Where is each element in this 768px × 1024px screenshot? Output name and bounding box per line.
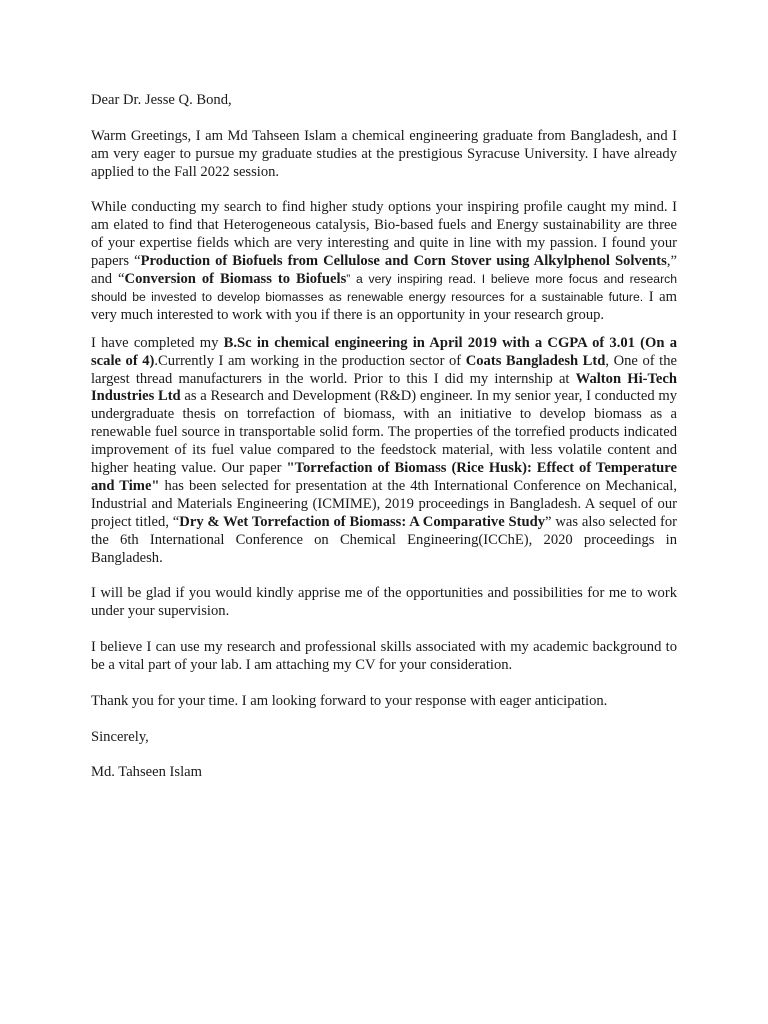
paragraph-skills: I believe I can use my research and professional skills associated with my academic background to be a vital part of your lab. I am attaching my CV for your consideration. (91, 639, 677, 674)
paragraph-interest (91, 199, 677, 324)
closing: Sincerely, (91, 728, 149, 745)
internship-company: Walton Hi-Tech Industries Ltd (91, 370, 677, 405)
background-text-5: has been selected for presentation at the 4th International Conference on Mechanical, Industrial and Materials Engineering (ICMIME), 2019 proceedings in Bangladesh. A sequel of our project titled, “ (91, 478, 677, 530)
background-text-4: as a Research and Development (R&D) engineer. In my senior year, I conducted my undergraduate thesis on torrefaction of biomass, with an initiative to develop biomass as a renewable fuel source in transportable solid form. The properties of the torrefied products indicated improvement of its fuel value compared to the feedstock material, with less volatile content and higher heating value. Our paper (91, 388, 677, 477)
degree-info: B.Sc in chemical engineering in April 2019 with a CGPA of 3.01 (On a scale of 4) (91, 334, 677, 369)
paper-title-biomass-conversion: Conversion of Biomass to Biofuels (124, 271, 347, 288)
background-text-6: ” was also selected for the 6th International Conference on Chemical Engineering(ICChE), 2020 proceedings in Bangladesh. (91, 513, 678, 566)
paper-title-dry-wet: Dry & Wet Torrefaction of Biomass: A Comparative Study (179, 513, 546, 530)
paragraph-background (91, 335, 677, 568)
employer-name: Coats Bangladesh Ltd (465, 352, 606, 369)
paper-title-torrefaction: "Torrefaction of Biomass (Rice Husk): Effect of Temperature and Time" (91, 460, 677, 494)
interest-text-2: ,” and “ (91, 253, 677, 288)
background-text-1: I have completed my (91, 334, 224, 351)
paragraph-thanks: Thank you for your time. I am looking forward to your response with eager anticipation. (91, 692, 608, 709)
letter-body (91, 92, 677, 782)
paper-title-biofuels-cellulose: Production of Biofuels from Cellulose and Corn Stover using Alkylphenol Solvents (140, 253, 667, 270)
interest-text-1: While conducting my search to find higher study options your inspiring profile caught my mind. I am elated to find that Heterogeneous catalysis, Bio-based fuels and Energy sustainability are three of your expertise fields which are very interesting and quite in line with my passion. I found your papers “ (91, 199, 677, 270)
paragraph-request: I will be glad if you would kindly apprise me of the opportunities and possibilities for me to work under your supervision. (91, 585, 677, 620)
paragraph-intro: Warm Greetings, I am Md Tahseen Islam a chemical engineering graduate from Bangladesh, and I am very eager to pursue my graduate studies at the prestigious Syracuse University. I have already applied to the Fall 2022 session. (91, 127, 677, 180)
interest-text-sans: ” a very inspiring read. I believe more focus and research should be invested to develop biomasses as renewable energy resources for a sustainable future. (91, 272, 678, 304)
signature: Md. Tahseen Islam (91, 764, 202, 781)
interest-text-3: I am very much interested to work with you if there is an opportunity in your research group. (91, 288, 677, 323)
background-text-2: .Currently I am working in the production sector of (154, 352, 466, 369)
salutation: Dear Dr. Jesse Q. Bond, (91, 92, 232, 108)
background-text-3: , One of the largest thread manufacturers in the world. Prior to this I did my internship at (91, 352, 677, 387)
